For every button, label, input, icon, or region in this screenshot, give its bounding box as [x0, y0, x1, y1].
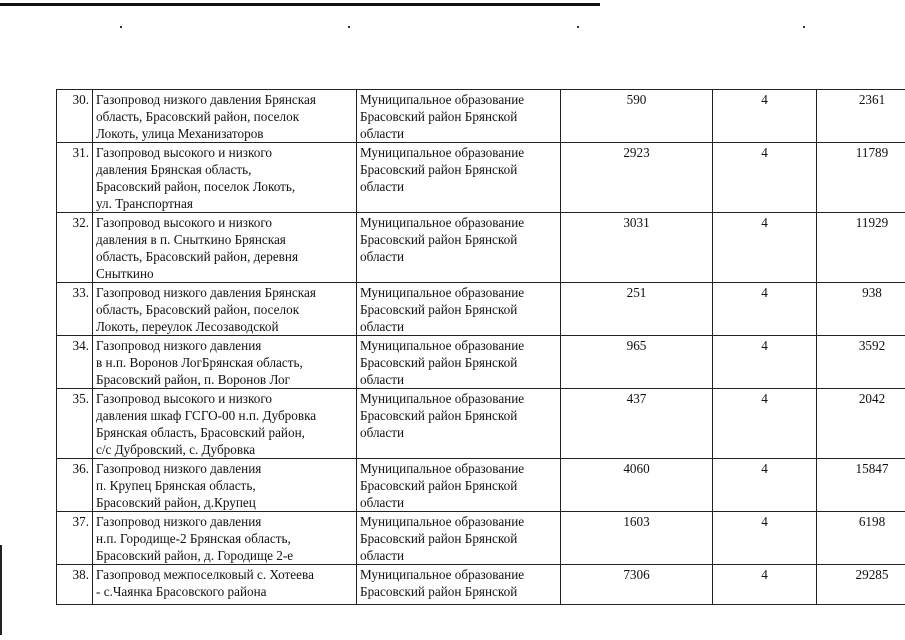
- owner-line: Муниципальное образование: [360, 215, 525, 230]
- length-value: 4060: [623, 461, 650, 476]
- owner-line: области: [360, 179, 405, 194]
- amount-value: 3592: [858, 338, 886, 353]
- object-name-line: Газопровод высокого и низкого: [96, 391, 272, 406]
- owner-cell: [357, 213, 561, 283]
- owner-line: Муниципальное образование: [360, 567, 525, 582]
- length-cell: [561, 565, 713, 605]
- object-name-line: с/с Дубровский, с. Дубровка: [96, 442, 256, 457]
- owner-line: области: [360, 126, 405, 141]
- object-name-cell: [93, 512, 357, 565]
- object-name-line: давления Брянская область,: [96, 162, 252, 177]
- object-name-line: область, Брасовский район, поселок: [96, 302, 300, 317]
- row-number: 35.: [72, 391, 89, 406]
- owner-line: Брасовский район Брянской: [360, 109, 518, 124]
- owner-line: Муниципальное образование: [360, 461, 525, 476]
- length-cell: [561, 143, 713, 213]
- amount-value: 2042: [858, 391, 886, 406]
- owner-line: области: [360, 249, 405, 264]
- owner-cell: [357, 90, 561, 143]
- owner-cell: [357, 336, 561, 389]
- length-cell: [561, 389, 713, 459]
- row-number-cell: [57, 143, 93, 213]
- table-row: [57, 213, 905, 283]
- row-number-cell: [57, 512, 93, 565]
- row-number: 33.: [72, 285, 89, 300]
- object-name-line: Газопровод высокого и низкого: [96, 145, 272, 160]
- amount-cell: [817, 565, 905, 605]
- category-value: 4: [761, 215, 768, 230]
- category-cell: [713, 336, 817, 389]
- category-value: 4: [761, 145, 768, 160]
- row-number: 31.: [72, 145, 89, 160]
- owner-cell: [357, 283, 561, 336]
- table-row: [57, 336, 905, 389]
- object-name-line: Брасовский район, п. Воронов Лог: [96, 372, 291, 387]
- owner-line: Брасовский район Брянской: [360, 302, 518, 317]
- row-number-cell: [57, 213, 93, 283]
- length-value: 251: [626, 285, 647, 300]
- length-cell: [561, 459, 713, 512]
- scan-artifact: [348, 26, 350, 28]
- object-name-cell: [93, 143, 357, 213]
- owner-line: Муниципальное образование: [360, 92, 525, 107]
- object-name-line: Газопровод низкого давления: [96, 514, 262, 529]
- row-number-cell: [57, 459, 93, 512]
- amount-cell: [817, 90, 905, 143]
- category-cell: [713, 143, 817, 213]
- category-cell: [713, 213, 817, 283]
- object-name-line: н.п. Городище-2 Брянская область,: [96, 531, 291, 546]
- owner-line: Муниципальное образование: [360, 338, 525, 353]
- length-cell: [561, 90, 713, 143]
- object-name-cell: [93, 283, 357, 336]
- object-name-line: Газопровод высокого и низкого: [96, 215, 272, 230]
- object-name-line: Сныткино: [96, 266, 154, 281]
- row-number-cell: [57, 336, 93, 389]
- object-name-line: Газопровод низкого давления Брянская: [96, 92, 316, 107]
- object-name-line: ул. Транспортная: [96, 196, 193, 211]
- length-value: 2923: [623, 145, 650, 160]
- object-name-line: п. Крупец Брянская область,: [96, 478, 256, 493]
- length-value: 965: [626, 338, 647, 353]
- amount-cell: [817, 336, 905, 389]
- object-name-line: область, Брасовский район, поселок: [96, 109, 300, 124]
- length-cell: [561, 213, 713, 283]
- owner-line: области: [360, 425, 405, 440]
- owner-line: Муниципальное образование: [360, 145, 525, 160]
- amount-value: 938: [862, 285, 882, 300]
- object-name-cell: [93, 459, 357, 512]
- amount-cell: [817, 459, 905, 512]
- row-number-cell: [57, 565, 93, 605]
- owner-line: Брасовский район Брянской: [360, 584, 518, 599]
- amount-value: 11929: [855, 215, 889, 230]
- owner-line: Брасовский район Брянской: [360, 531, 518, 546]
- table-row: [57, 459, 905, 512]
- object-name-cell: [93, 213, 357, 283]
- gas-pipeline-registry-table: [56, 89, 905, 605]
- page-edge-mark: [0, 545, 2, 635]
- object-name-line: Брасовский район, д.Крупец: [96, 495, 256, 510]
- amount-cell: [817, 512, 905, 565]
- category-cell: [713, 459, 817, 512]
- category-cell: [713, 283, 817, 336]
- row-number-cell: [57, 283, 93, 336]
- object-name-cell: [93, 90, 357, 143]
- object-name-line: давления в п. Сныткино Брянская: [96, 232, 286, 247]
- row-number: 37.: [72, 514, 89, 529]
- object-name-line: область, Брасовский район, деревня: [96, 249, 299, 264]
- owner-line: области: [360, 548, 405, 563]
- owner-line: Муниципальное образование: [360, 514, 525, 529]
- owner-line: области: [360, 319, 405, 334]
- row-number: 32.: [72, 215, 89, 230]
- owner-line: Брасовский район Брянской: [360, 355, 518, 370]
- owner-line: Брасовский район Брянской: [360, 408, 518, 423]
- top-border-line: [0, 3, 600, 6]
- amount-cell: [817, 283, 905, 336]
- owner-line: Брасовский район Брянской: [360, 478, 518, 493]
- row-number: 30.: [72, 92, 89, 107]
- category-cell: [713, 565, 817, 605]
- length-value: 1603: [623, 514, 650, 529]
- length-value: 7306: [623, 567, 650, 582]
- table-row: [57, 565, 905, 605]
- owner-cell: [357, 512, 561, 565]
- table-row: [57, 283, 905, 336]
- object-name-line: Газопровод низкого давления: [96, 338, 262, 353]
- scan-artifact: [120, 26, 122, 28]
- amount-cell: [817, 389, 905, 459]
- category-cell: [713, 512, 817, 565]
- object-name-line: Газопровод межпоселковый с. Хотеева: [96, 567, 314, 582]
- table-row: [57, 389, 905, 459]
- object-name-line: в н.п. Воронов ЛогБрянская область,: [96, 355, 303, 370]
- category-cell: [713, 90, 817, 143]
- object-name-line: - с.Чаянка Брасовского района: [96, 584, 267, 599]
- length-value: 3031: [623, 215, 650, 230]
- scan-artifact: [803, 26, 805, 28]
- length-cell: [561, 336, 713, 389]
- owner-cell: [357, 459, 561, 512]
- object-name-line: Газопровод низкого давления: [96, 461, 262, 476]
- owner-line: области: [360, 495, 405, 510]
- object-name-cell: [93, 565, 357, 605]
- table-row: [57, 90, 905, 143]
- object-name-cell: [93, 336, 357, 389]
- object-name-line: Газопровод низкого давления Брянская: [96, 285, 316, 300]
- scan-artifact: [577, 26, 579, 28]
- object-name-line: давления шкаф ГСГО-00 н.п. Дубровка: [96, 408, 317, 423]
- length-value: 590: [626, 92, 647, 107]
- row-number-cell: [57, 90, 93, 143]
- amount-value: 29285: [855, 567, 889, 582]
- category-value: 4: [761, 338, 768, 353]
- row-number-cell: [57, 389, 93, 459]
- object-name-line: Локоть, улица Механизаторов: [96, 126, 264, 141]
- table-row: [57, 512, 905, 565]
- length-cell: [561, 512, 713, 565]
- object-name-cell: [93, 389, 357, 459]
- owner-line: Муниципальное образование: [360, 391, 525, 406]
- amount-cell: [817, 213, 905, 283]
- object-name-line: Брасовский район, д. Городище 2-е: [96, 548, 294, 563]
- amount-cell: [817, 143, 905, 213]
- table-row: [57, 143, 905, 213]
- category-value: 4: [761, 92, 768, 107]
- amount-value: 6198: [858, 514, 886, 529]
- row-number: 38.: [72, 567, 89, 582]
- category-value: 4: [761, 567, 768, 582]
- row-number: 34.: [72, 338, 89, 353]
- length-value: 437: [626, 391, 647, 406]
- category-value: 4: [761, 461, 768, 476]
- object-name-line: Брянская область, Брасовский район,: [96, 425, 305, 440]
- owner-line: Брасовский район Брянской: [360, 232, 518, 247]
- amount-value: 11789: [855, 145, 889, 160]
- owner-cell: [357, 143, 561, 213]
- owner-line: Брасовский район Брянской: [360, 162, 518, 177]
- object-name-line: Локоть, переулок Лесозаводской: [96, 319, 279, 334]
- owner-cell: [357, 389, 561, 459]
- row-number: 36.: [72, 461, 89, 476]
- owner-cell: [357, 565, 561, 605]
- category-value: 4: [761, 514, 768, 529]
- owner-line: области: [360, 372, 405, 387]
- category-value: 4: [761, 391, 768, 406]
- owner-line: Муниципальное образование: [360, 285, 525, 300]
- category-cell: [713, 389, 817, 459]
- table-body: [57, 90, 905, 605]
- category-value: 4: [761, 285, 768, 300]
- object-name-line: Брасовский район, поселок Локоть,: [96, 179, 296, 194]
- length-cell: [561, 283, 713, 336]
- amount-value: 15847: [855, 461, 889, 476]
- amount-value: 2361: [858, 92, 886, 107]
